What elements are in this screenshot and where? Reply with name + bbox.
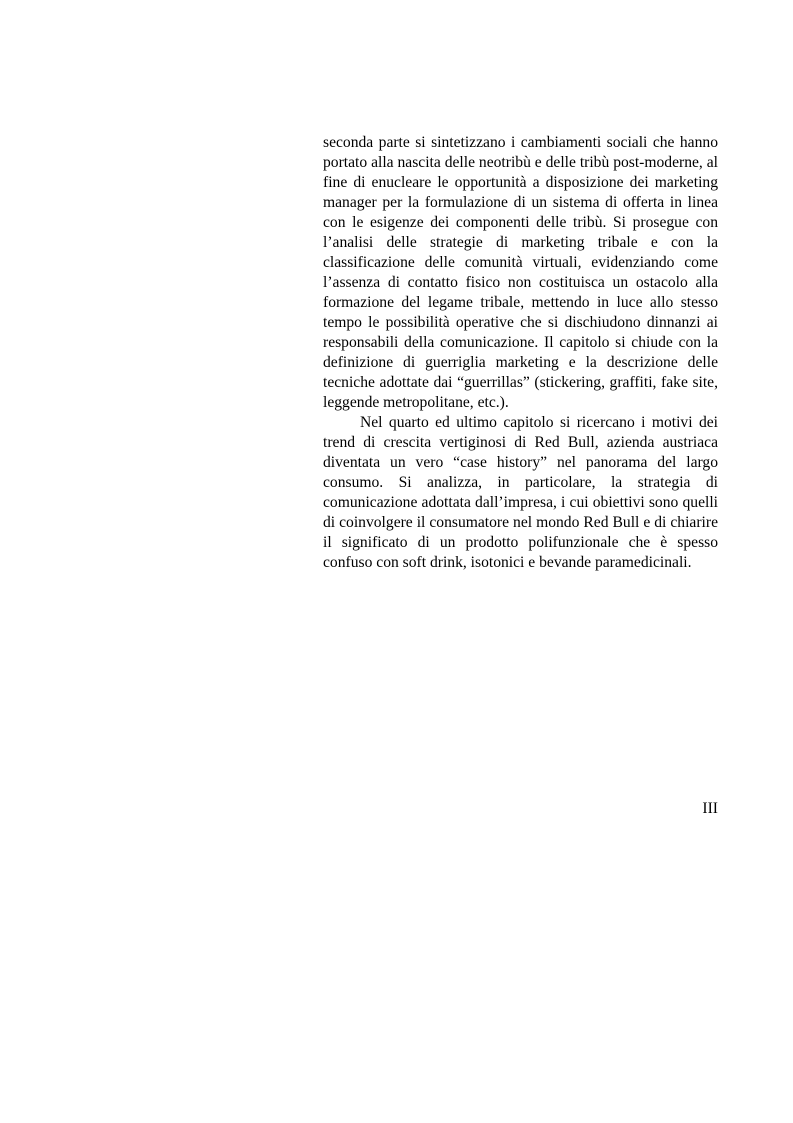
paragraph-continuation: seconda parte si sintetizzano i cambiamenti sociali che hanno portato alla nascita delle neotribù e delle tribù post-moderne, al fine di enucleare le opportunità a disposizione dei marketing manager per la formulazione di un sistema di offerta in linea con le esigenze dei componenti delle tribù. Si prosegue con l’analisi delle strategie di marketing tribale e con la classificazione delle comunità virtuali, evidenziando come l’assenza di contatto fisico non costituisca un ostacolo alla formazione del legame tribale, mettendo in luce allo stesso tempo le possibilità operative che si dischiudono dinnanzi ai responsabili della comunicazione. Il capitolo si chiude con la definizione di guerriglia marketing e la descrizione delle tecniche adottate dai “guerrillas” (stickering, graffiti, fake site, leggende metropolitane, etc.). [323,134,718,411]
page-number: III [702,800,718,817]
body-text [323,133,718,573]
paragraph-chapter-four: Nel quarto ed ultimo capitolo si ricercano i motivi dei trend di crescita vertiginosi di Red Bull, azienda austriaca diventata un vero “case history” nel panorama del largo consumo. Si analizza, in particolare, la strategia di comunicazione adottata dall’impresa, i cui obiettivi sono quelli di coinvolgere il consumatore nel mondo Red Bull e di chiarire il significato di un prodotto polifunzionale che è spesso confuso con soft drink, isotonici e bevande paramedicinali. [323,414,718,571]
